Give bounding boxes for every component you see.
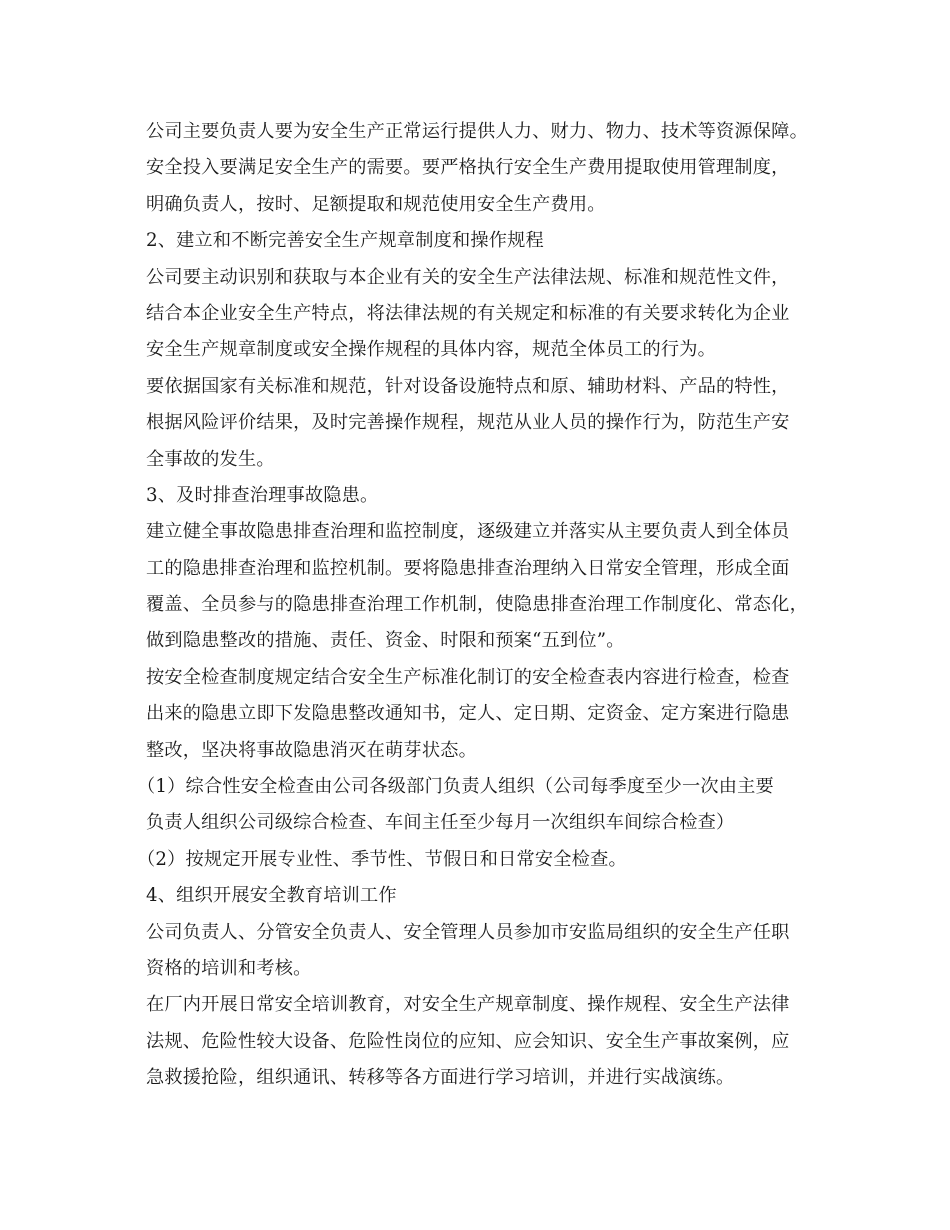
text-line: 做到隐患整改的措施、责任、资金、时限和预案“五到位”。 [146,630,625,652]
section-heading: 4、组织开展安全教育培训工作 [146,885,397,907]
text-line: 负责人组织公司级综合检查、车间主任至少每月一次组织车间综合检查） [146,812,735,834]
text-line: 明确负责人，按时、足额提取和规范使用安全生产费用。 [146,193,606,215]
text-line: 按安全检查制度规定结合安全生产标准化制订的安全检查表内容进行检查，检查 [146,666,790,688]
section-heading: 2、建立和不断完善安全生产规章制度和操作规程 [146,230,544,252]
text-line: 公司负责人、分管安全负责人、安全管理人员参加市安监局组织的安全生产任职 [146,921,790,943]
text-line: 出来的隐患立即下发隐患整改通知书，定人、定日期、定资金、定方案进行隐患 [146,703,790,725]
text-line: 根据风险评价结果，及时完善操作规程，规范从业人员的操作行为，防范生产安 [146,412,790,434]
text-line: 法规、危险性较大设备、危险性岗位的应知、应会知识、安全生产事故案例，应 [146,1030,790,1052]
text-line: 建立健全事故隐患排查治理和监控制度，逐级建立并落实从主要负责人到全体员 [146,521,790,543]
text-line: 安全投入要满足安全生产的需要。要严格执行安全生产费用提取使用管理制度， [146,157,790,179]
text-line: 在厂内开展日常安全培训教育，对安全生产规章制度、操作规程、安全生产法律 [146,994,790,1016]
text-line: 覆盖、全员参与的隐患排查治理工作机制，使隐患排查治理工作制度化、常态化， [146,594,808,616]
text-line: 公司要主动识别和获取与本企业有关的安全生产法律法规、标准和规范性文件， [146,266,790,288]
text-line: 急救援抢险，组织通讯、转移等各方面进行学习培训，并进行实战演练。 [146,1067,735,1089]
list-item: （2）按规定开展专业性、季节性、节假日和日常安全检查。 [137,848,627,870]
text-line: 要依据国家有关标准和规范，针对设备设施特点和原、辅助材料、产品的特性， [146,375,790,397]
list-item: （1）综合性安全检查由公司各级部门负责人组织（公司每季度至少一次由主要 [137,776,774,798]
text-line: 资格的培训和考核。 [146,957,312,979]
text-line: 公司主要负责人要为安全生产正常运行提供人力、财力、物力、技术等资源保障。 [146,121,808,142]
document-body [137,114,816,1097]
section-heading: 3、及时排查治理事故隐患。 [146,484,379,506]
text-line: 结合本企业安全生产特点，将法律法规的有关规定和标准的有关要求转化为企业 [146,302,790,324]
text-line: 安全生产规章制度或安全操作规程的具体内容，规范全体员工的行为。 [146,339,717,361]
text-line: 全事故的发生。 [146,448,275,470]
text-line: 工的隐患排查治理和监控机制。要将隐患排查治理纳入日常安全管理，形成全面 [146,557,790,579]
text-line: 整改，坚决将事故隐患消灭在萌芽状态。 [146,739,477,761]
